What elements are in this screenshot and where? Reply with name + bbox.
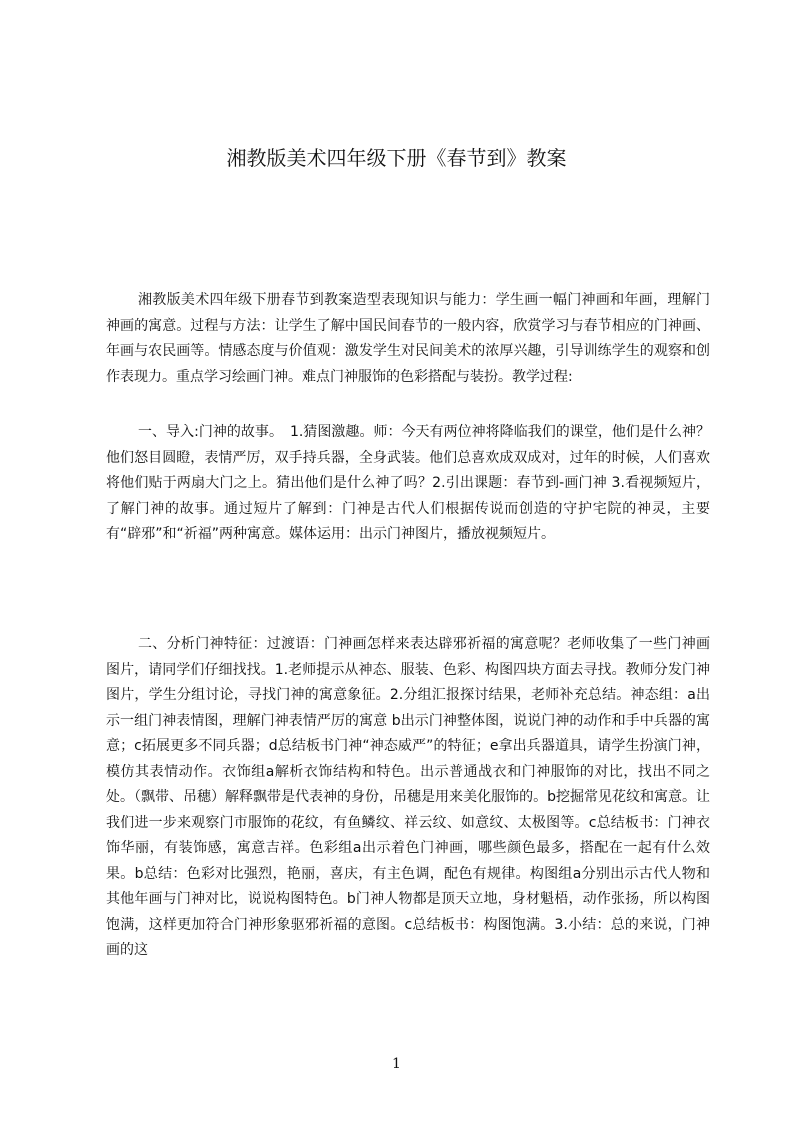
page-number: 1 (392, 1056, 401, 1072)
paragraph-analysis: 二、分析门神特征：过渡语：门神画怎样来表达辟邪祈福的寓意呢？老师收集了一些门神画图片，请同学们仔细找找。1.老师提示从神态、服装、色彩、构图四块方面去寻找。教师分发门神图片，学生分组讨论，寻找门神的寓意象征。2.分组汇报探讨结果，老师补充总结。神态组：a出示一组门神表情图，理解门神表情严厉的寓意 b出示门神整体图，说说门神的动作和手中兵器的寓意；c拓展更多不同兵器；d总结板书门神“神态威严”的特征；e拿出兵器道具，请学生扮演门神，模仿其表情动作。衣饰组a解析衣饰结构和特色。出示普通战衣和门神服饰的对比，找出不同之处。（飘带、吊穗）解释飘带是代表神的身份，吊穗是用来美化服饰的。b挖掘常见花纹和寓意。让我们进一步来观察门市服饰的花纹，有鱼鳞纹、祥云纹、如意纹、太极图等。c总结板书：门神衣饰华丽，有装饰感，寓意吉祥。色彩组a出示着色门神画，哪些颜色最多，搭配在一起有什么效果。b总结：色彩对比强烈，艳丽，喜庆，有主色调，配色有规律。构图组a分别出示古代人物和其他年画与门神对比，说说构图特色。b门神人物都是顶天立地，身材魁梧，动作张扬，所以构图饱满，这样更加符合门神形象驱邪祈福的意图。c总结板书：构图饱满。3.小结：总的来说，门神画的这 (106, 636, 710, 958)
paragraph-introduction: 一、导入:门神的故事。 1.猜图激趣。师：今天有两位神将降临我们的课堂，他们是什么神？他们怒目圆瞪，表情严厉，双手持兵器，全身武装。他们总喜欢成双成对，过年的时候，人们喜欢将他们贴于两扇大门之上。猜出他们是什么神了吗？2.引出课题：春节到-画门神 3.看视频短片，了解门神的故事。通过短片了解到：门神是古代人们根据传说而创造的守护宅院的神灵，主要有“辟邪”和“祈福”两种寓意。媒体运用：出示门神图片，播放视频短片。 (106, 424, 710, 542)
paragraph-objectives: 湘教版美术四年级下册春节到教案造型表现知识与能力：学生画一幅门神画和年画，理解门神画的寓意。过程与方法：让学生了解中国民间春节的一般内容，欣赏学习与春节相应的门神画、年画与农民画等。情感态度与价值观：激发学生对民间美术的浓厚兴趣，引导训练学生的观察和创作表现力。重点学习绘画门神。难点门神服饰的色彩搭配与装扮。教学过程: (106, 292, 710, 385)
document-title: 湘教版美术四年级下册《春节到》教案 (226, 146, 567, 170)
